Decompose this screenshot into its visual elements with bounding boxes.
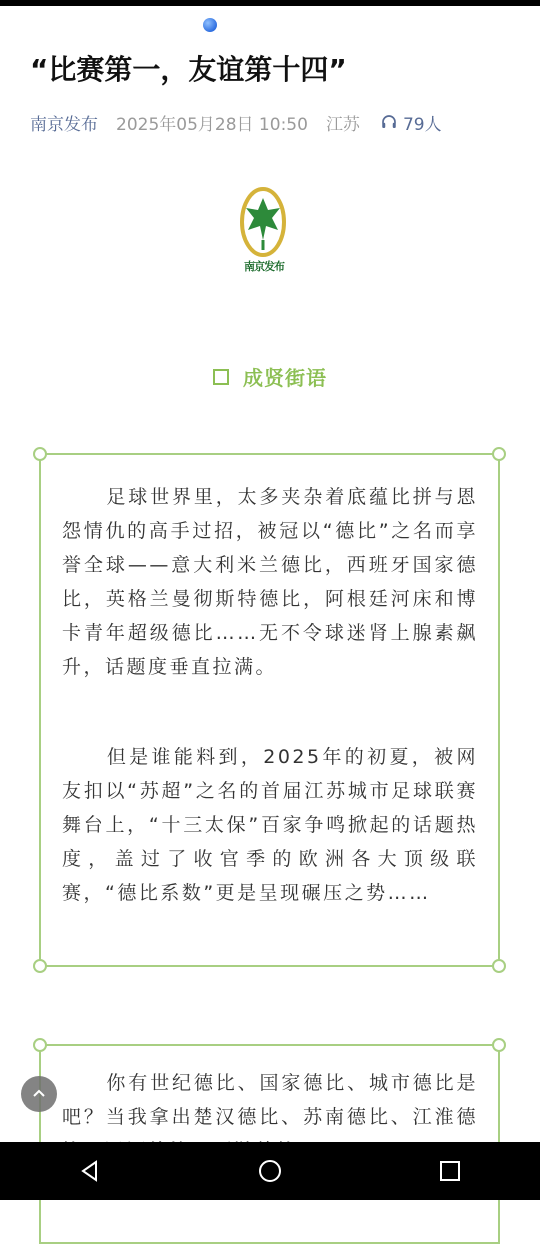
article-title: “比赛第一，友谊第十四” [30, 53, 347, 86]
paragraph-text: 你有世纪德比、国家德比、城市德比是吧？当我拿出楚汉德比、苏南德比、江淮德 [62, 1072, 478, 1128]
frame-corner-icon [33, 959, 47, 973]
section-heading [0, 362, 540, 391]
frame-corner-icon [492, 959, 506, 973]
article-source-link[interactable]: 南京发布 [30, 114, 98, 135]
recents-button[interactable] [420, 1142, 480, 1200]
paragraph [62, 480, 478, 684]
square-recents-icon [439, 1160, 461, 1182]
browser-indicator-icon [203, 18, 217, 32]
article-meta [30, 108, 442, 136]
listen-count[interactable] [380, 110, 442, 135]
circle-home-icon [257, 1158, 283, 1184]
logo-caption: 南京发布 [244, 260, 284, 273]
section-heading-text: 成贤街语 [243, 366, 327, 390]
publish-date: 2025年05月28日 10:50 [116, 114, 308, 135]
publish-region: 江苏 [325, 114, 360, 135]
scroll-to-top-button[interactable] [21, 1076, 57, 1112]
system-navigation-bar [0, 1142, 540, 1200]
frame-corner-icon [33, 1038, 47, 1052]
frame-corner-icon [492, 1038, 506, 1052]
home-button[interactable] [240, 1142, 300, 1200]
paragraph-text: 但是谁能料到，2025年的初夏，被网友扣以“苏超”之名的首届江苏城市足球联赛舞台上，“十三太保”百家争鸣掀起的话题热度，盖过了收官季的欧洲各大顶级联赛，“德比系数”更是呈现碾压之势…… [62, 746, 478, 904]
triangle-back-icon [78, 1159, 102, 1183]
back-button[interactable] [60, 1142, 120, 1200]
paragraph [62, 740, 478, 910]
square-bullet-icon [213, 369, 229, 385]
frame-corner-icon [33, 447, 47, 461]
status-bar [0, 0, 540, 6]
headphones-icon [380, 113, 398, 131]
listen-count-value: 79人 [402, 114, 442, 135]
chevron-up-icon [31, 1086, 47, 1102]
paragraph-text: 足球世界里，太多夹杂着底蕴比拼与恩怨情仇的高手过招，被冠以“德比”之名而享誉全球——意大利米兰德比，西班牙国家德比，英格兰曼彻斯特德比，阿根廷河床和博卡青年超级德比……无不令球迷肾上腺素飙升，话题度垂直拉满。 [62, 486, 478, 678]
frame-corner-icon [492, 447, 506, 461]
